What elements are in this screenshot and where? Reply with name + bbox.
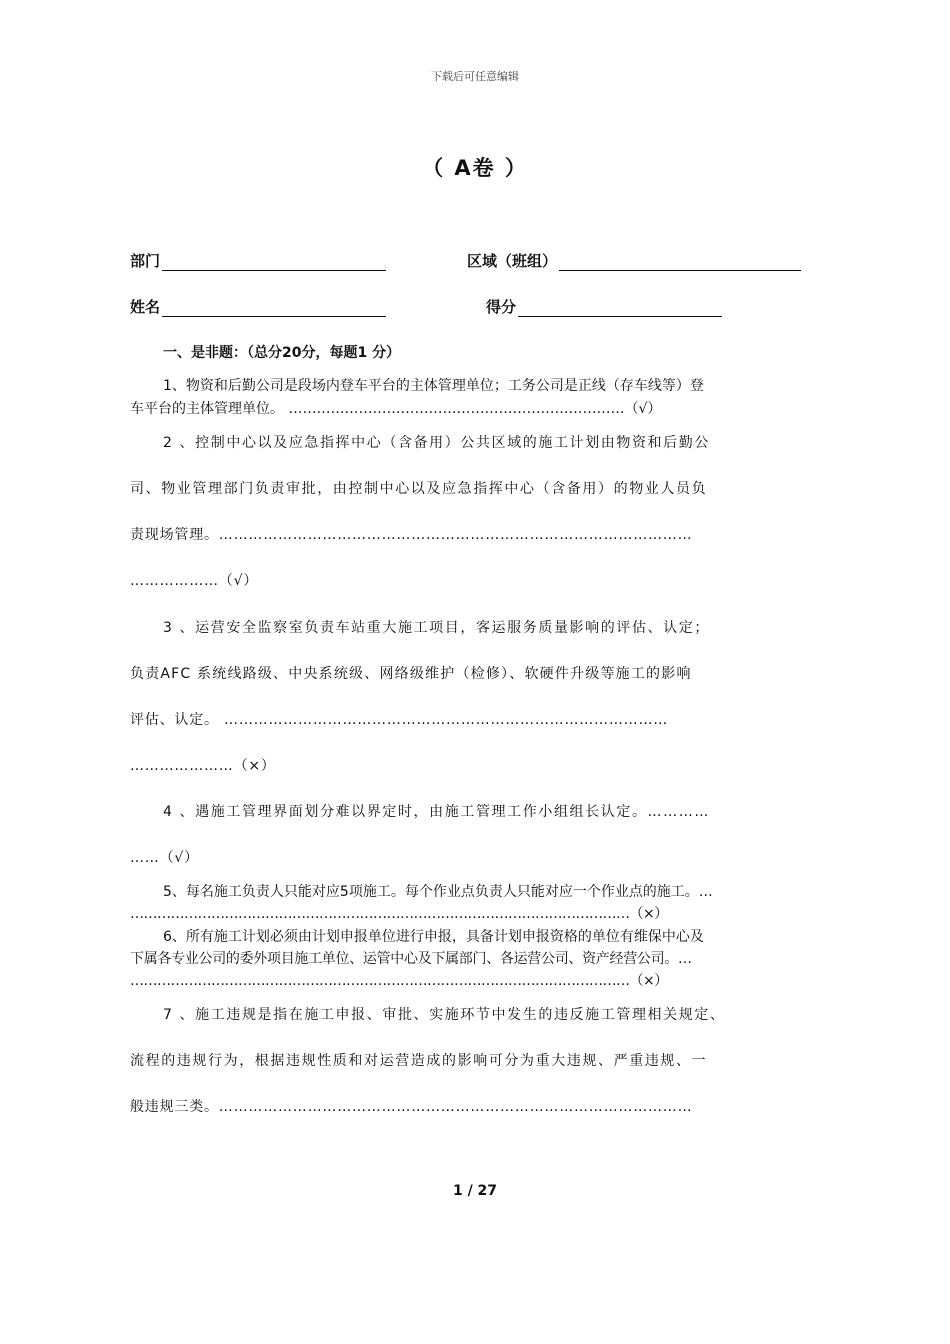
area-blank[interactable] — [559, 256, 801, 271]
score-blank[interactable] — [518, 302, 722, 317]
question-5-line-2: …………………………………………………………………………………………………（×） — [130, 906, 668, 922]
question-4-line-1: 4 、遇施工管理界面划分难以界定时，由施工管理工作小组组长认定。………… — [163, 804, 710, 820]
score-field — [486, 296, 722, 317]
question-1-line-1: 1、物资和后勤公司是段场内登车平台的主体管理单位；工务公司是正线（存车线等）登 — [163, 378, 704, 394]
question-4-line-2: ……（√） — [130, 850, 199, 866]
question-6-line-1: 6、所有施工计划必须由计划申报单位进行申报，具备计划申报资格的单位有维保中心及 — [163, 929, 704, 945]
name-blank[interactable] — [162, 302, 386, 317]
question-7-line-2: 流程的违规行为，根据违规性质和对运营造成的影响可分为重大违规、严重违规、一 — [130, 1053, 708, 1069]
department-label: 部门 — [130, 252, 161, 270]
question-3-line-2: 负责AFC 系统线路级、中央系统级、网络级维护（检修）、软硬件升级等施工的影响 — [130, 666, 692, 682]
question-6-line-3: …………………………………………………………………………………………………（×） — [130, 973, 668, 989]
question-5-line-1: 5、每名施工负责人只能对应5项施工。每个作业点负责人只能对应一个作业点的施工。… — [163, 884, 713, 900]
question-2-line-2: 司、物业管理部门负责审批，由控制中心以及应急指挥中心（含备用）的物业人员负 — [130, 481, 708, 497]
page-number: 1 / 27 — [452, 1183, 498, 1199]
question-1-line-2: 车平台的主体管理单位。 ………………………………………………………………（√） — [130, 401, 662, 417]
score-label: 得分 — [486, 298, 517, 316]
question-3-line-4: …………………（×） — [130, 758, 276, 774]
department-blank[interactable] — [162, 256, 386, 271]
question-6-line-2: 下属各专业公司的委外项目施工单位、运管中心及下属部门、各运营公司、资产经营公司。… — [130, 951, 692, 967]
department-field — [130, 250, 386, 271]
area-label: 区域（班组） — [467, 252, 558, 270]
name-field — [130, 296, 386, 317]
question-2-line-3: 责现场管理。…………………………………………………………………………………… — [130, 527, 693, 543]
paper-title: （ A卷 ） — [422, 156, 528, 180]
name-label: 姓名 — [130, 298, 161, 316]
section-title: 一、是非题：（总分20分，每题1 分） — [163, 345, 401, 361]
area-field — [467, 250, 801, 271]
question-2-line-4: ………………（√） — [130, 573, 259, 589]
question-3-line-1: 3 、运营安全监察室负责车站重大施工项目，客运服务质量影响的评估、认定； — [163, 620, 710, 636]
question-3-line-3: 评估、认定。 ……………………………………………………………………………… — [130, 712, 669, 728]
question-7-line-3: 般违规三类。…………………………………………………………………………………… — [130, 1099, 693, 1115]
question-7-line-1: 7 、施工违规是指在施工申报、审批、实施环节中发生的违反施工管理相关规定、 — [163, 1007, 726, 1023]
header-note: 下载后可任意编辑 — [431, 70, 519, 83]
question-2-line-1: 2 、控制中心以及应急指挥中心（含备用）公共区域的施工计划由物资和后勤公 — [163, 435, 710, 451]
